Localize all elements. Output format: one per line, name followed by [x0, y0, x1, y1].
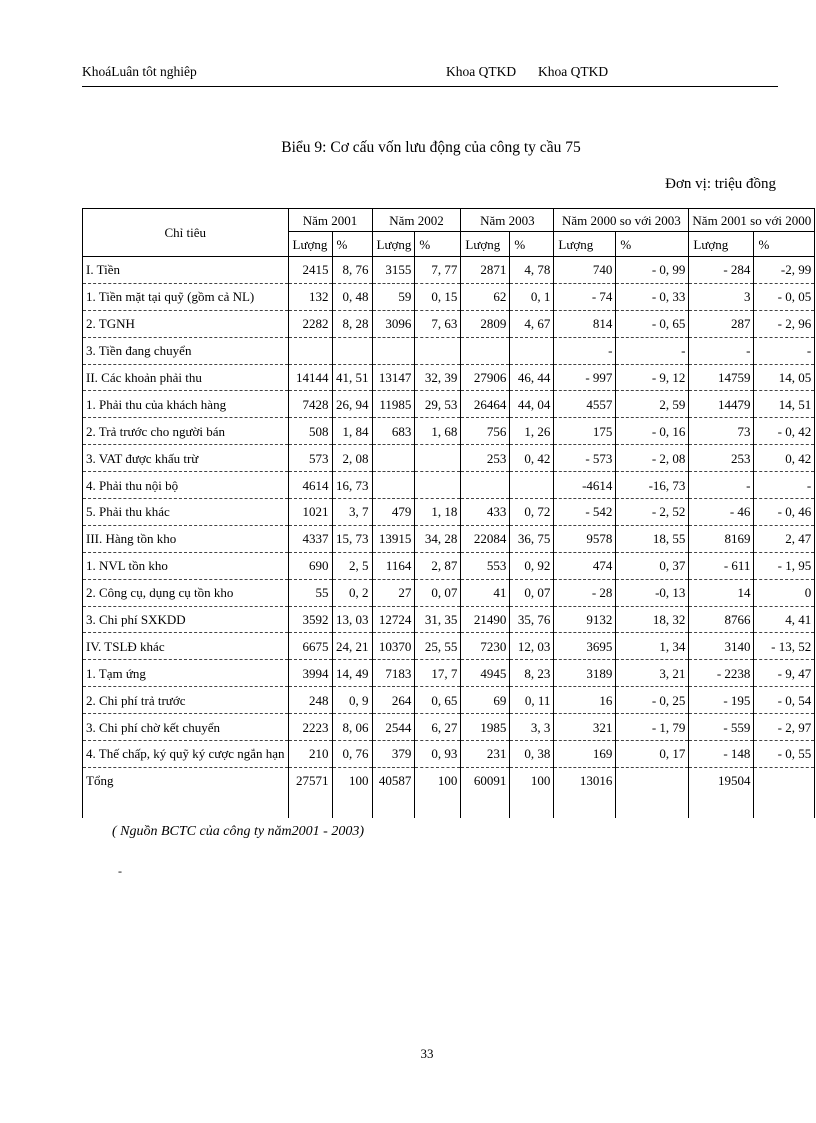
table-cell: - 2238: [689, 660, 754, 687]
subheader-cell: Lượng: [554, 232, 616, 257]
group-header: Năm 2003: [461, 209, 554, 232]
table-cell: [372, 445, 415, 472]
row-label: 2. Chi phí trả trước: [83, 687, 289, 714]
table-cell: 29, 53: [415, 391, 461, 418]
subheader-cell: Lượng: [372, 232, 415, 257]
table-cell: [288, 337, 332, 364]
table-cell: 3592: [288, 606, 332, 633]
table-cell: 2, 59: [616, 391, 689, 418]
table-cell: -2, 99: [754, 257, 815, 284]
table-cell: 16: [554, 687, 616, 714]
table-cell: 40587: [372, 767, 415, 818]
table-cell: 0, 07: [510, 579, 554, 606]
table-cell: 4945: [461, 660, 510, 687]
table-cell: [332, 337, 372, 364]
table-cell: - 46: [689, 499, 754, 526]
table-cell: 14, 49: [332, 660, 372, 687]
table-cell: 756: [461, 418, 510, 445]
table-cell: -4614: [554, 472, 616, 499]
table-cell: 18, 55: [616, 525, 689, 552]
table-cell: 2, 47: [754, 525, 815, 552]
table-cell: 21490: [461, 606, 510, 633]
header-thesis-label: KhoáLuân tôt nghiêp: [82, 64, 197, 79]
table-cell: 0, 92: [510, 552, 554, 579]
table-cell: 814: [554, 310, 616, 337]
group-header: Năm 2002: [372, 209, 461, 232]
table-cell: - 2, 52: [616, 499, 689, 526]
table-row: [83, 445, 815, 472]
table-cell: 0, 15: [415, 283, 461, 310]
table-row: [83, 418, 815, 445]
table-cell: 22084: [461, 525, 510, 552]
table-cell: 2282: [288, 310, 332, 337]
table-cell: 27571: [288, 767, 332, 818]
table-cell: 3155: [372, 257, 415, 284]
table-cell: - 0, 65: [616, 310, 689, 337]
table-cell: 0, 48: [332, 283, 372, 310]
table-cell: 231: [461, 741, 510, 768]
row-label: II. Các khoản phải thu: [83, 364, 289, 391]
row-label: 1. NVL tồn kho: [83, 552, 289, 579]
table-cell: 2544: [372, 714, 415, 741]
table-cell: [415, 337, 461, 364]
table-cell: 1, 18: [415, 499, 461, 526]
table-cell: 0, 9: [332, 687, 372, 714]
table-cell: [372, 337, 415, 364]
table-cell: 248: [288, 687, 332, 714]
table-cell: 264: [372, 687, 415, 714]
table-cell: 3695: [554, 633, 616, 660]
page-number: 33: [420, 1046, 434, 1061]
table-cell: - 0, 55: [754, 741, 815, 768]
table-cell: 100: [510, 767, 554, 818]
table-cell: [510, 337, 554, 364]
table-cell: 0, 11: [510, 687, 554, 714]
table-cell: 8, 76: [332, 257, 372, 284]
chi-tieu-header: Chỉ tiêu: [83, 209, 289, 257]
table-cell: 1021: [288, 499, 332, 526]
row-label: 1. Tiền mặt tại quỹ (gồm cả NL): [83, 283, 289, 310]
subheader-cell: Lượng: [461, 232, 510, 257]
table-cell: 55: [288, 579, 332, 606]
table-cell: 2871: [461, 257, 510, 284]
table-row: [83, 257, 815, 284]
table-cell: [754, 767, 815, 818]
table-cell: [415, 472, 461, 499]
table-cell: 10370: [372, 633, 415, 660]
table-cell: 287: [689, 310, 754, 337]
group-header: Năm 2000 so với 2003: [554, 209, 689, 232]
table-cell: - 2, 97: [754, 714, 815, 741]
table-cell: 0, 07: [415, 579, 461, 606]
table-cell: 12, 03: [510, 633, 554, 660]
table-cell: 2, 87: [415, 552, 461, 579]
table-cell: 15, 73: [332, 525, 372, 552]
table-cell: - 2, 08: [616, 445, 689, 472]
table-cell: 9578: [554, 525, 616, 552]
table-cell: 4, 67: [510, 310, 554, 337]
table-row: [83, 552, 815, 579]
table-cell: - 195: [689, 687, 754, 714]
table-cell: 14, 05: [754, 364, 815, 391]
table-cell: -: [689, 472, 754, 499]
table-cell: 2415: [288, 257, 332, 284]
row-label: 5. Phải thu khác: [83, 499, 289, 526]
group-header: Năm 2001 so với 2000: [689, 209, 815, 232]
table-row: [83, 633, 815, 660]
table-cell: 14, 51: [754, 391, 815, 418]
table-cell: 13016: [554, 767, 616, 818]
table-cell: 8, 28: [332, 310, 372, 337]
table-row: [83, 714, 815, 741]
row-label: 1. Phải thu của khách hàng: [83, 391, 289, 418]
table-cell: - 0, 42: [754, 418, 815, 445]
table-cell: 1164: [372, 552, 415, 579]
table-cell: -16, 73: [616, 472, 689, 499]
table-cell: 4, 41: [754, 606, 815, 633]
table-cell: 573: [288, 445, 332, 472]
table-cell: - 0, 25: [616, 687, 689, 714]
table-cell: - 0, 05: [754, 283, 815, 310]
table-row: [83, 767, 815, 818]
row-label: 3. Chi phí chờ kết chuyển: [83, 714, 289, 741]
table-cell: 1, 84: [332, 418, 372, 445]
table-cell: 19504: [689, 767, 754, 818]
table-cell: 27: [372, 579, 415, 606]
row-label: 3. Tiền đang chuyển: [83, 337, 289, 364]
table-cell: 44, 04: [510, 391, 554, 418]
table-cell: 169: [554, 741, 616, 768]
table-cell: 35, 76: [510, 606, 554, 633]
table-cell: - 148: [689, 741, 754, 768]
table-cell: 73: [689, 418, 754, 445]
table-cell: 0, 65: [415, 687, 461, 714]
table-cell: 3994: [288, 660, 332, 687]
table-cell: 26464: [461, 391, 510, 418]
table-cell: 4614: [288, 472, 332, 499]
table-cell: - 542: [554, 499, 616, 526]
table-cell: 7428: [288, 391, 332, 418]
unit-label: Đơn vị: triệu đồng: [665, 176, 776, 192]
table-cell: 24, 21: [332, 633, 372, 660]
table-cell: 433: [461, 499, 510, 526]
table-cell: 3096: [372, 310, 415, 337]
table-cell: 2, 08: [332, 445, 372, 472]
table-cell: 253: [689, 445, 754, 472]
table-cell: 14144: [288, 364, 332, 391]
table-cell: 59: [372, 283, 415, 310]
table-cell: 3140: [689, 633, 754, 660]
table-cell: 321: [554, 714, 616, 741]
table-cell: 36, 75: [510, 525, 554, 552]
subheader-cell: %: [510, 232, 554, 257]
table-cell: 508: [288, 418, 332, 445]
table-cell: 175: [554, 418, 616, 445]
subheader-cell: %: [616, 232, 689, 257]
table-cell: - 28: [554, 579, 616, 606]
row-label: 3. VAT được khấu trừ: [83, 445, 289, 472]
table-cell: - 74: [554, 283, 616, 310]
table-cell: 0, 38: [510, 741, 554, 768]
subheader-cell: %: [332, 232, 372, 257]
source-note: ( Nguồn BCTC của công ty năm2001 - 2003): [112, 824, 364, 839]
table-cell: 34, 28: [415, 525, 461, 552]
table-cell: 100: [415, 767, 461, 818]
group-header-row: [83, 209, 815, 232]
table-cell: - 0, 46: [754, 499, 815, 526]
table-row: [83, 687, 815, 714]
table-row: [83, 310, 815, 337]
table-cell: 9132: [554, 606, 616, 633]
table-cell: 0, 37: [616, 552, 689, 579]
table-cell: 253: [461, 445, 510, 472]
table-cell: 16, 73: [332, 472, 372, 499]
table-cell: 1, 34: [616, 633, 689, 660]
working-capital-table: [82, 208, 815, 818]
table-cell: 8, 06: [332, 714, 372, 741]
table-row: [83, 579, 815, 606]
table-cell: 0, 2: [332, 579, 372, 606]
row-label: 2. TGNH: [83, 310, 289, 337]
subheader-cell: Lượng: [689, 232, 754, 257]
row-label: 4. Phải thu nội bộ: [83, 472, 289, 499]
row-label: 2. Công cụ, dụng cụ tồn kho: [83, 579, 289, 606]
table-cell: 17, 7: [415, 660, 461, 687]
table-cell: 8, 23: [510, 660, 554, 687]
table-cell: 3, 3: [510, 714, 554, 741]
table-cell: -0, 13: [616, 579, 689, 606]
table-cell: 0: [754, 579, 815, 606]
table-cell: 0, 42: [754, 445, 815, 472]
row-label: 4. Thế chấp, ký quỹ ký cược ngắn hạn: [83, 741, 289, 768]
table-cell: 18, 32: [616, 606, 689, 633]
table-cell: -: [689, 337, 754, 364]
table-cell: 0, 72: [510, 499, 554, 526]
table-cell: 4337: [288, 525, 332, 552]
table-cell: 13, 03: [332, 606, 372, 633]
table-cell: - 611: [689, 552, 754, 579]
table-row: [83, 606, 815, 633]
subheader-cell: %: [415, 232, 461, 257]
table-cell: 69: [461, 687, 510, 714]
row-label: 1. Tạm ứng: [83, 660, 289, 687]
table-cell: [415, 445, 461, 472]
table-cell: - 1, 79: [616, 714, 689, 741]
table-cell: - 13, 52: [754, 633, 815, 660]
table-cell: 474: [554, 552, 616, 579]
table-cell: 2, 5: [332, 552, 372, 579]
row-label: 2. Trả trước cho người bán: [83, 418, 289, 445]
table-cell: [616, 767, 689, 818]
table-cell: 2809: [461, 310, 510, 337]
table-cell: [461, 337, 510, 364]
table-cell: 0, 42: [510, 445, 554, 472]
row-label: IV. TSLĐ khác: [83, 633, 289, 660]
table-cell: 3189: [554, 660, 616, 687]
table-cell: -: [616, 337, 689, 364]
table-cell: 12724: [372, 606, 415, 633]
table-cell: 11985: [372, 391, 415, 418]
table-cell: 479: [372, 499, 415, 526]
table-cell: 0, 93: [415, 741, 461, 768]
table-cell: - 573: [554, 445, 616, 472]
table-cell: 8766: [689, 606, 754, 633]
table-row: [83, 391, 815, 418]
table-cell: 3, 21: [616, 660, 689, 687]
row-label: 3. Chi phí SXKDD: [83, 606, 289, 633]
table-cell: 14759: [689, 364, 754, 391]
header-department-label: Khoa QTKD: [446, 64, 517, 79]
table-row: [83, 499, 815, 526]
header-department-label-2: Khoa QTKD: [538, 64, 609, 79]
table-cell: 2223: [288, 714, 332, 741]
table-cell: 7, 77: [415, 257, 461, 284]
table-cell: - 0, 16: [616, 418, 689, 445]
table-cell: 553: [461, 552, 510, 579]
table-cell: 0, 17: [616, 741, 689, 768]
table-cell: - 559: [689, 714, 754, 741]
table-cell: - 0, 54: [754, 687, 815, 714]
table-cell: 0, 76: [332, 741, 372, 768]
table-cell: 740: [554, 257, 616, 284]
table-cell: 7230: [461, 633, 510, 660]
table-cell: 683: [372, 418, 415, 445]
table-cell: 14: [689, 579, 754, 606]
table-cell: 27906: [461, 364, 510, 391]
table-cell: 3, 7: [332, 499, 372, 526]
page-header: [82, 64, 778, 87]
table-cell: 0, 1: [510, 283, 554, 310]
table-cell: 210: [288, 741, 332, 768]
table-cell: 46, 44: [510, 364, 554, 391]
row-label: III. Hàng tồn kho: [83, 525, 289, 552]
row-label: Tổng: [83, 767, 289, 818]
table-cell: 7183: [372, 660, 415, 687]
table-cell: 31, 35: [415, 606, 461, 633]
table-cell: [461, 472, 510, 499]
table-title: Biểu 9: Cơ cấu vốn lưu động của công ty cầu 75: [281, 139, 581, 156]
table-cell: - 284: [689, 257, 754, 284]
table-cell: 14479: [689, 391, 754, 418]
table-cell: 4557: [554, 391, 616, 418]
group-header: Năm 2001: [288, 209, 372, 232]
table-cell: 7, 63: [415, 310, 461, 337]
table-cell: 1, 26: [510, 418, 554, 445]
table-cell: - 0, 33: [616, 283, 689, 310]
table-cell: - 997: [554, 364, 616, 391]
table-row: [83, 741, 815, 768]
table-cell: [372, 472, 415, 499]
table-row: [83, 283, 815, 310]
stray-mark: -: [118, 864, 122, 878]
table-cell: [510, 472, 554, 499]
table-cell: - 0, 99: [616, 257, 689, 284]
table-cell: 13147: [372, 364, 415, 391]
table-cell: 26, 94: [332, 391, 372, 418]
table-cell: 62: [461, 283, 510, 310]
table-cell: 100: [332, 767, 372, 818]
table-cell: 132: [288, 283, 332, 310]
row-label: I. Tiền: [83, 257, 289, 284]
table-cell: - 1, 95: [754, 552, 815, 579]
table-cell: 60091: [461, 767, 510, 818]
table-cell: -: [754, 472, 815, 499]
table-cell: -: [554, 337, 616, 364]
table-cell: - 2, 96: [754, 310, 815, 337]
table-cell: 4, 78: [510, 257, 554, 284]
subheader-cell: Lượng: [288, 232, 332, 257]
table-cell: 1985: [461, 714, 510, 741]
table-row: [83, 364, 815, 391]
table-cell: 6675: [288, 633, 332, 660]
table-cell: -: [754, 337, 815, 364]
table-row: [83, 337, 815, 364]
table-cell: 41, 51: [332, 364, 372, 391]
subheader-cell: %: [754, 232, 815, 257]
table-cell: 379: [372, 741, 415, 768]
table-cell: 8169: [689, 525, 754, 552]
table-row: [83, 660, 815, 687]
table-cell: 1, 68: [415, 418, 461, 445]
table-cell: 25, 55: [415, 633, 461, 660]
table-row: [83, 472, 815, 499]
table-cell: 32, 39: [415, 364, 461, 391]
table-cell: 13915: [372, 525, 415, 552]
table-cell: 690: [288, 552, 332, 579]
table-cell: 3: [689, 283, 754, 310]
table-row: [83, 525, 815, 552]
table-cell: 6, 27: [415, 714, 461, 741]
table-cell: - 9, 12: [616, 364, 689, 391]
table-cell: 41: [461, 579, 510, 606]
table-cell: - 9, 47: [754, 660, 815, 687]
